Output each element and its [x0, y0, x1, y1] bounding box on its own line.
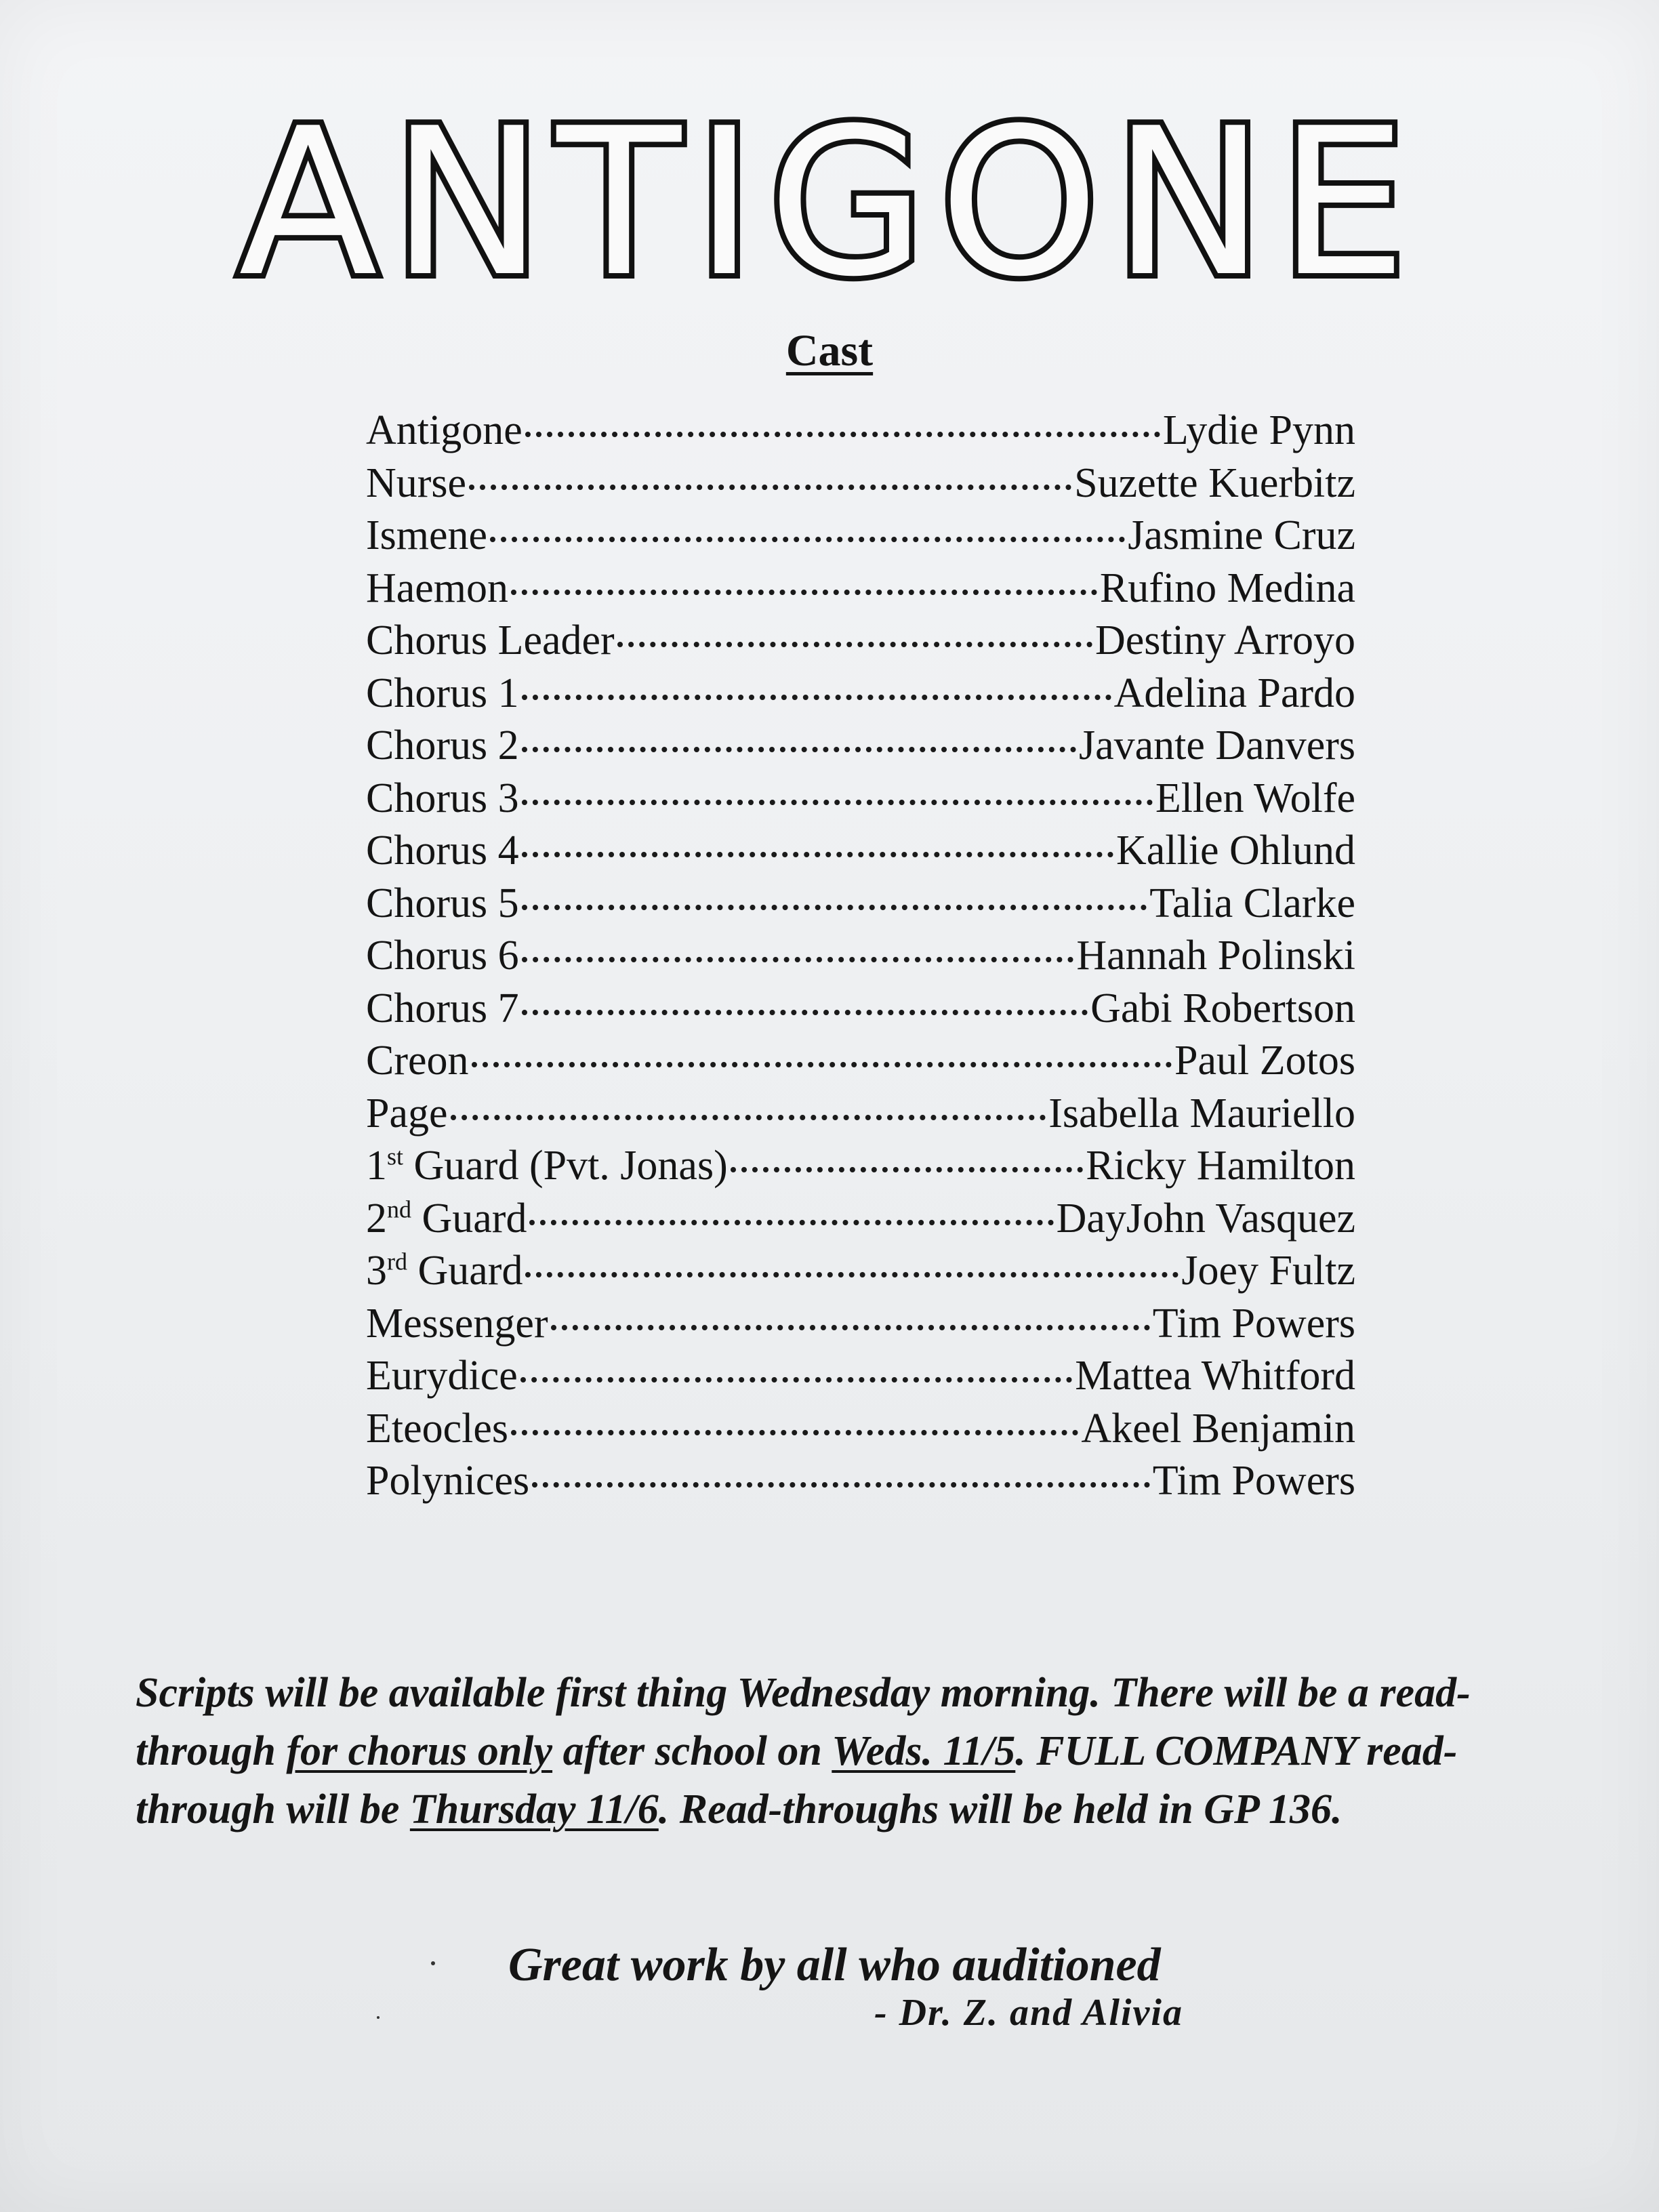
role-name: Chorus 2 [366, 722, 519, 769]
cast-row [366, 615, 1355, 668]
cast-row [366, 825, 1355, 878]
ordinal-suffix: nd [387, 1195, 411, 1223]
cast-row [366, 510, 1355, 562]
dot-leader [522, 852, 1113, 857]
cast-row [366, 1035, 1355, 1088]
role-name: Messenger [366, 1300, 548, 1347]
cast-row [366, 457, 1355, 510]
role-name: Polynices [366, 1458, 530, 1504]
role-name: Chorus 1 [366, 670, 519, 716]
dot-leader [731, 1167, 1083, 1172]
actor-name: Jasmine Cruz [1128, 512, 1355, 558]
cast-row [366, 1455, 1355, 1508]
cast-row [366, 983, 1355, 1036]
dot-leader [520, 1377, 1072, 1382]
actor-name: Ellen Wolfe [1155, 775, 1355, 821]
dot-leader [522, 800, 1153, 805]
ordinal-suffix: rd [387, 1248, 407, 1275]
signature: - Dr. Z. and Alivia [874, 1992, 1183, 2034]
cast-row [366, 1193, 1355, 1246]
cast-row [366, 1350, 1355, 1403]
role-name: Chorus 6 [366, 933, 519, 979]
dot-leader [525, 1272, 1179, 1277]
dot-leader [532, 1482, 1150, 1488]
actor-name: Suzette Kuerbitz [1074, 459, 1355, 506]
dot-leader [529, 1220, 1053, 1225]
actor-name: Javante Danvers [1079, 722, 1355, 769]
dot-leader [522, 1010, 1088, 1015]
paper-speck [431, 1961, 435, 1965]
dot-leader [511, 1430, 1078, 1435]
role-name: Chorus Leader [366, 617, 615, 663]
actor-name: Kallie Ohlund [1116, 827, 1355, 874]
role-name: 3rd Guard [366, 1248, 523, 1294]
notice-text: . FULL COMPANY read-through will be [136, 1728, 1458, 1832]
role-name: Chorus 3 [366, 775, 519, 821]
dot-leader [525, 432, 1160, 437]
actor-name: Gabi Robertson [1090, 985, 1355, 1031]
dot-leader [511, 590, 1097, 595]
cast-list [366, 405, 1355, 1508]
actor-name: Ricky Hamilton [1086, 1143, 1355, 1189]
actor-name: Adelina Pardo [1113, 670, 1355, 716]
dot-leader [472, 1062, 1172, 1067]
notice-text: Scripts will be available first thing Wednesday morning. There will be a read-through [136, 1670, 1471, 1774]
dot-leader [522, 695, 1111, 700]
actor-name: Hannah Polinski [1076, 933, 1355, 979]
paper-speck [377, 2016, 380, 2019]
actor-name: Talia Clarke [1149, 880, 1355, 926]
role-name: Eteocles [366, 1405, 509, 1452]
cast-row [366, 930, 1355, 983]
actor-name: Tim Powers [1152, 1300, 1355, 1347]
notice-underline-chorus: for chorus only [286, 1728, 553, 1774]
dot-leader [617, 642, 1092, 647]
role-name: Chorus 5 [366, 880, 519, 926]
rehearsal-notice [136, 1664, 1532, 1839]
dot-leader [490, 537, 1125, 542]
role-name: Chorus 7 [366, 985, 519, 1031]
role-name: Ismene [366, 512, 488, 558]
actor-name: Isabella Mauriello [1048, 1090, 1355, 1136]
page-title: ANTIGONE [239, 85, 1420, 321]
cast-row [366, 878, 1355, 930]
role-name: Creon [366, 1038, 469, 1084]
cast-row [366, 405, 1355, 457]
role-name: Haemon [366, 565, 509, 611]
cast-row [366, 1403, 1355, 1456]
actor-name: Akeel Benjamin [1081, 1405, 1355, 1452]
cast-row [366, 1088, 1355, 1141]
notice-text: after school on [552, 1728, 832, 1774]
dot-leader [522, 905, 1147, 910]
role-name: Chorus 4 [366, 827, 519, 874]
ordinal-suffix: st [387, 1143, 404, 1170]
thanks-line: Great work by all who auditioned [508, 1939, 1161, 1991]
cast-row [366, 668, 1355, 720]
actor-name: Rufino Medina [1099, 565, 1355, 611]
cast-row [366, 1140, 1355, 1193]
dot-leader [469, 485, 1071, 490]
dot-leader [551, 1325, 1150, 1330]
dot-leader [522, 747, 1076, 752]
actor-name: Tim Powers [1152, 1458, 1355, 1504]
role-name: Antigone [366, 407, 523, 453]
actor-name: DayJohn Vasquez [1056, 1195, 1355, 1242]
cast-heading: Cast [785, 326, 874, 375]
role-name: 2nd Guard [366, 1195, 527, 1242]
cast-row [366, 562, 1355, 615]
cast-row [366, 773, 1355, 825]
role-name: Page [366, 1090, 448, 1136]
role-name: Eurydice [366, 1353, 518, 1399]
actor-name: Lydie Pynn [1162, 407, 1355, 453]
actor-name: Destiny Arroyo [1094, 617, 1355, 663]
actor-name: Mattea Whitford [1075, 1353, 1355, 1399]
cast-row [366, 1245, 1355, 1298]
dot-leader [451, 1115, 1046, 1120]
actor-name: Paul Zotos [1174, 1038, 1355, 1084]
cast-row [366, 720, 1355, 773]
cast-row [366, 1298, 1355, 1351]
dot-leader [522, 957, 1074, 962]
notice-text: . Read-throughs will be held in GP 136. [658, 1786, 1343, 1832]
role-name: 1st Guard (Pvt. Jonas) [366, 1143, 728, 1189]
notice-underline-date: Weds. 11/5 [832, 1728, 1016, 1774]
notice-underline-thursday: Thursday 11/6 [409, 1786, 659, 1832]
actor-name: Joey Fultz [1181, 1248, 1355, 1294]
role-name: Nurse [366, 459, 467, 506]
